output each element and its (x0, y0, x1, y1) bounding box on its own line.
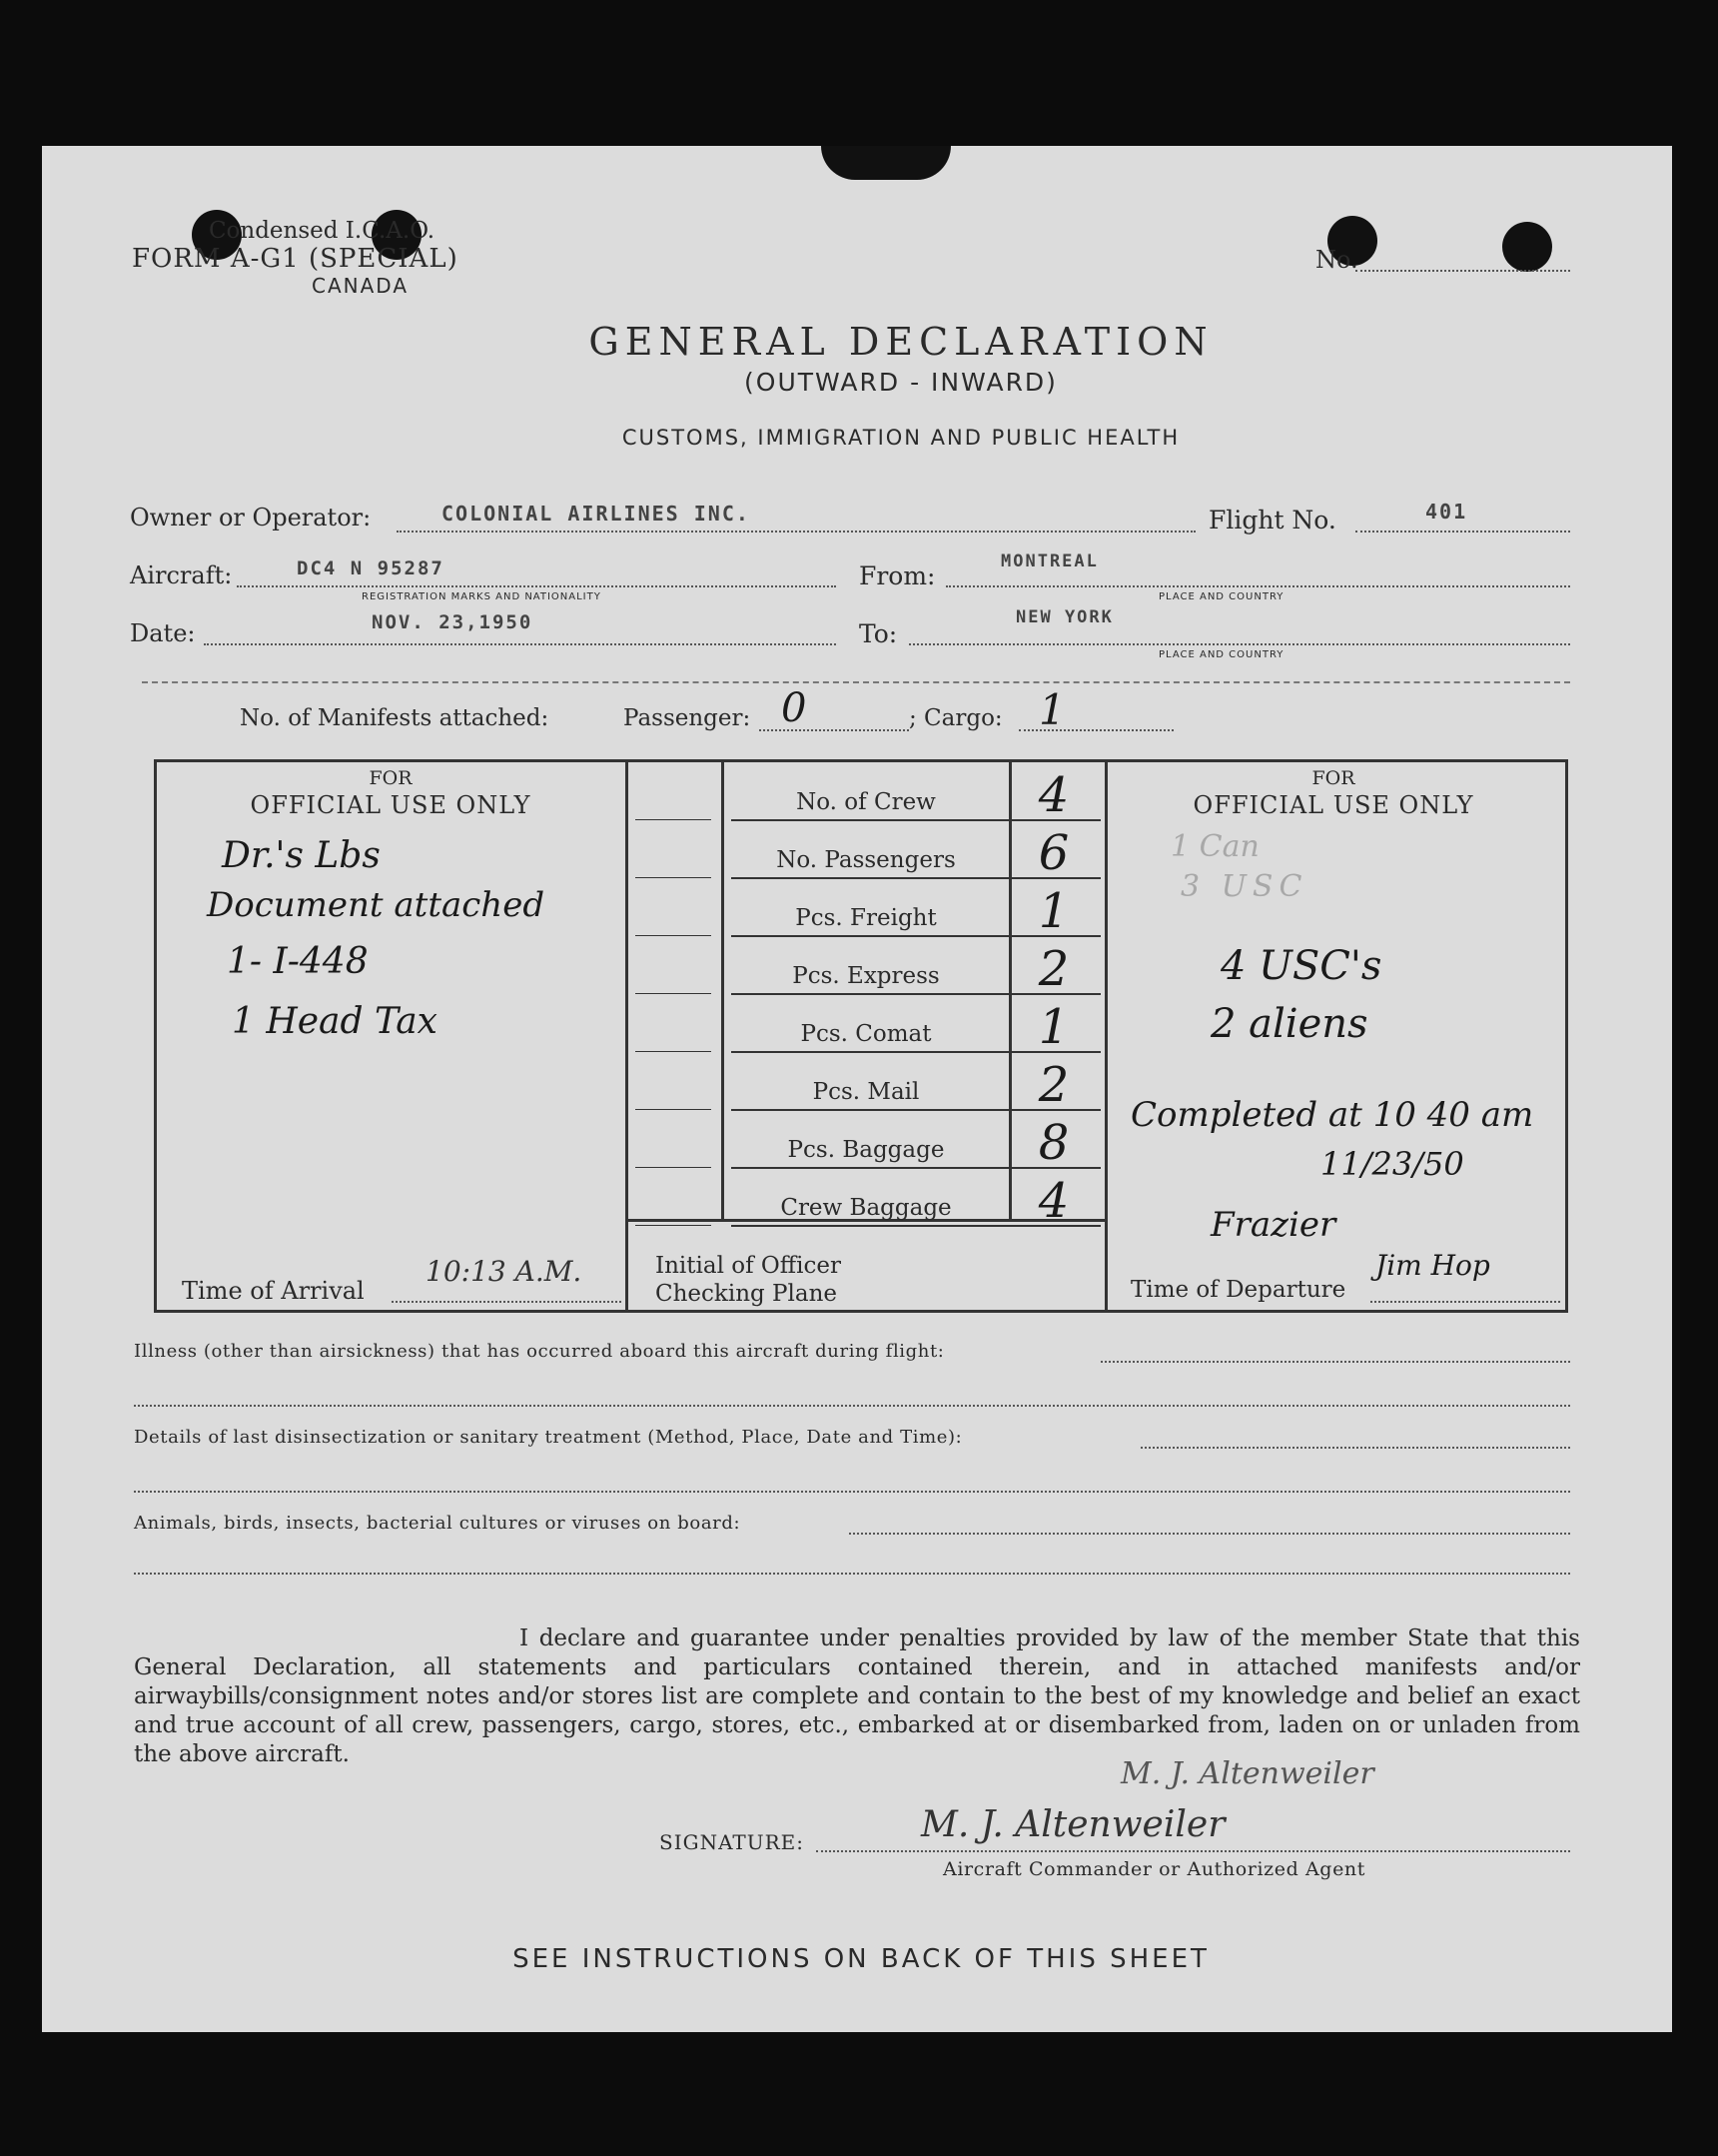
declaration-form-sheet (42, 146, 1672, 2032)
form-header-line2: FORM A-G1 (SPECIAL) (132, 244, 458, 274)
date-value: NOV. 23,1950 (372, 611, 533, 633)
count-value: 2 (1038, 941, 1070, 997)
manifests-cargo-label: ; Cargo: (909, 705, 1003, 731)
count-value: 4 (1038, 1173, 1070, 1229)
form-header (132, 218, 511, 298)
flight-line (1355, 531, 1570, 533)
signature-line (816, 1850, 1570, 1852)
count-value: 4 (1038, 767, 1070, 823)
from-value: MONTREAL (1001, 551, 1099, 571)
count-value: 8 (1038, 1115, 1070, 1171)
aircraft-value: DC4 N 95287 (297, 557, 444, 579)
count-value: 6 (1038, 825, 1070, 881)
from-line (946, 585, 1570, 587)
manifests-cargo-value: 1 (1039, 685, 1066, 734)
official-right-pencil-1: 1 Can (1171, 829, 1260, 864)
ruled-column-line (635, 935, 711, 936)
owner-value: COLONIAL AIRLINES INC. (441, 502, 750, 526)
owner-line (397, 531, 1196, 533)
count-label: Pcs. Freight (795, 905, 937, 931)
animals-label: Animals, birds, insects, bacterial cultures or viruses on board: (134, 1513, 741, 1534)
count-row-rule (731, 877, 1101, 879)
manifests-passenger-label: Passenger: (623, 705, 751, 731)
declaration-text: I declare and guarantee under penalties provided by law of the member State that this General Declaration, all statements and particulars contained therein, and in attached manifests and/or airwaybills/consignment notes and/or stores list are complete and contain to the best of my knowledge and belief an exact and true account of all crew, passengers, cargo, stores, etc., embarked at or disembarked from, laden on or unladen from the above aircraft. (134, 1625, 1580, 1767)
from-label: From: (859, 561, 936, 590)
animals-line (849, 1533, 1570, 1535)
departure-value: Jim Hop (1375, 1249, 1490, 1282)
page-title: GENERAL DECLARATION (588, 320, 1214, 364)
illness-line-2 (134, 1405, 1570, 1407)
aircraft-label: Aircraft: (130, 561, 233, 589)
aircraft-line (237, 585, 836, 587)
illness-label: Illness (other than airsickness) that has occurred aboard this aircraft during flight: (134, 1341, 945, 1362)
official-right-for: FOR (1311, 767, 1355, 789)
count-value: 1 (1038, 883, 1070, 939)
official-right-pencil-2: 3 USC (1181, 869, 1308, 904)
owner-label: Owner or Operator: (130, 504, 372, 532)
count-row-rule (731, 1109, 1101, 1111)
count-label: No. Passengers (776, 847, 956, 873)
arrival-value: 10:13 A.M. (426, 1255, 582, 1288)
form-header-line3: CANADA (312, 274, 410, 298)
official-left-note-1: Dr.'s Lbs (222, 835, 381, 876)
official-right-note-2: 2 aliens (1211, 1001, 1368, 1047)
to-value: NEW YORK (1016, 607, 1114, 627)
count-label: Pcs. Baggage (787, 1137, 945, 1163)
aircraft-caption: REGISTRATION MARKS AND NATIONALITY (362, 591, 601, 602)
count-row-rule (731, 993, 1101, 995)
manifests-label: No. of Manifests attached: (240, 705, 549, 731)
count-value: 2 (1038, 1057, 1070, 1113)
count-label: Pcs. Comat (800, 1021, 932, 1047)
animals-line-2 (134, 1573, 1570, 1575)
official-right-note-5: Frazier (1211, 1205, 1336, 1245)
illness-line (1101, 1361, 1570, 1363)
to-line (909, 643, 1570, 645)
signature-label: SIGNATURE: (659, 1830, 805, 1854)
disinsect-line (1141, 1447, 1570, 1449)
initial-officer-line1: Initial of Officer (655, 1253, 841, 1279)
count-row-rule (731, 1167, 1101, 1169)
punch-hole (1502, 222, 1552, 272)
initial-officer-line2: Checking Plane (655, 1281, 838, 1307)
count-value: 1 (1038, 999, 1070, 1055)
official-left-for: FOR (369, 767, 413, 789)
to-caption: PLACE AND COUNTRY (1159, 649, 1285, 660)
official-right-heading: OFFICIAL USE ONLY (1193, 791, 1474, 819)
official-left-heading: OFFICIAL USE ONLY (250, 791, 531, 819)
disinsect-line-2 (134, 1491, 1570, 1493)
date-underline (142, 681, 1570, 683)
flight-label: Flight No. (1209, 506, 1336, 535)
departure-label: Time of Departure (1131, 1277, 1346, 1303)
agencies-title: CUSTOMS, IMMIGRATION AND PUBLIC HEALTH (621, 426, 1181, 450)
torn-edge-mark (821, 146, 951, 180)
count-label: Pcs. Express (792, 963, 940, 989)
manifests-passenger-value: 0 (781, 685, 807, 731)
form-header-line1: Condensed I.C.A.O. (208, 218, 435, 244)
table-divider-left (625, 759, 628, 1311)
date-line (204, 643, 836, 645)
departure-line (1370, 1301, 1560, 1303)
ruled-column-line (635, 877, 711, 878)
count-row-rule (731, 1051, 1101, 1053)
ruled-column-line (635, 1051, 711, 1052)
official-right-note-4: 11/23/50 (1320, 1145, 1464, 1183)
table-divider-inner (721, 759, 724, 1219)
signature-printed-name: M. J. Altenweiler (1121, 1756, 1374, 1791)
disinsect-label: Details of last disinsectization or sanitary treatment (Method, Place, Date and Time): (134, 1427, 963, 1448)
ruled-column-line (635, 1167, 711, 1168)
table-divider-right (1105, 759, 1108, 1311)
form-number-line (1355, 270, 1570, 272)
arrival-line (392, 1301, 621, 1303)
form-number-label: No. (1315, 246, 1358, 274)
official-left-note-2: Document attached (207, 885, 545, 925)
official-right-note-3: Completed at 10 40 am (1131, 1095, 1534, 1135)
count-label: No. of Crew (796, 789, 936, 815)
count-row-rule (731, 819, 1101, 821)
ruled-column-line (635, 819, 711, 820)
official-left-note-3: 1- I-448 (227, 941, 369, 982)
ruled-column-line (635, 993, 711, 994)
official-right-note-1: 4 USC's (1221, 943, 1382, 989)
arrival-label: Time of Arrival (182, 1277, 365, 1305)
date-label: Date: (130, 619, 196, 647)
count-label: Pcs. Mail (812, 1079, 920, 1105)
page-subtitle: (OUTWARD - INWARD) (744, 368, 1058, 397)
signature-value: M. J. Altenweiler (921, 1804, 1226, 1845)
signature-caption: Aircraft Commander or Authorized Agent (943, 1858, 1365, 1880)
count-row-rule (731, 1225, 1101, 1227)
flight-value: 401 (1425, 500, 1468, 524)
instructions-footer: SEE INSTRUCTIONS ON BACK OF THIS SHEET (512, 1944, 1210, 1974)
from-caption: PLACE AND COUNTRY (1159, 591, 1285, 602)
to-label: To: (859, 619, 898, 648)
count-row-rule (731, 935, 1101, 937)
count-label: Crew Baggage (780, 1195, 952, 1221)
ruled-column-line (635, 1225, 711, 1226)
official-left-note-4: 1 Head Tax (232, 1001, 437, 1042)
ruled-column-line (635, 1109, 711, 1110)
